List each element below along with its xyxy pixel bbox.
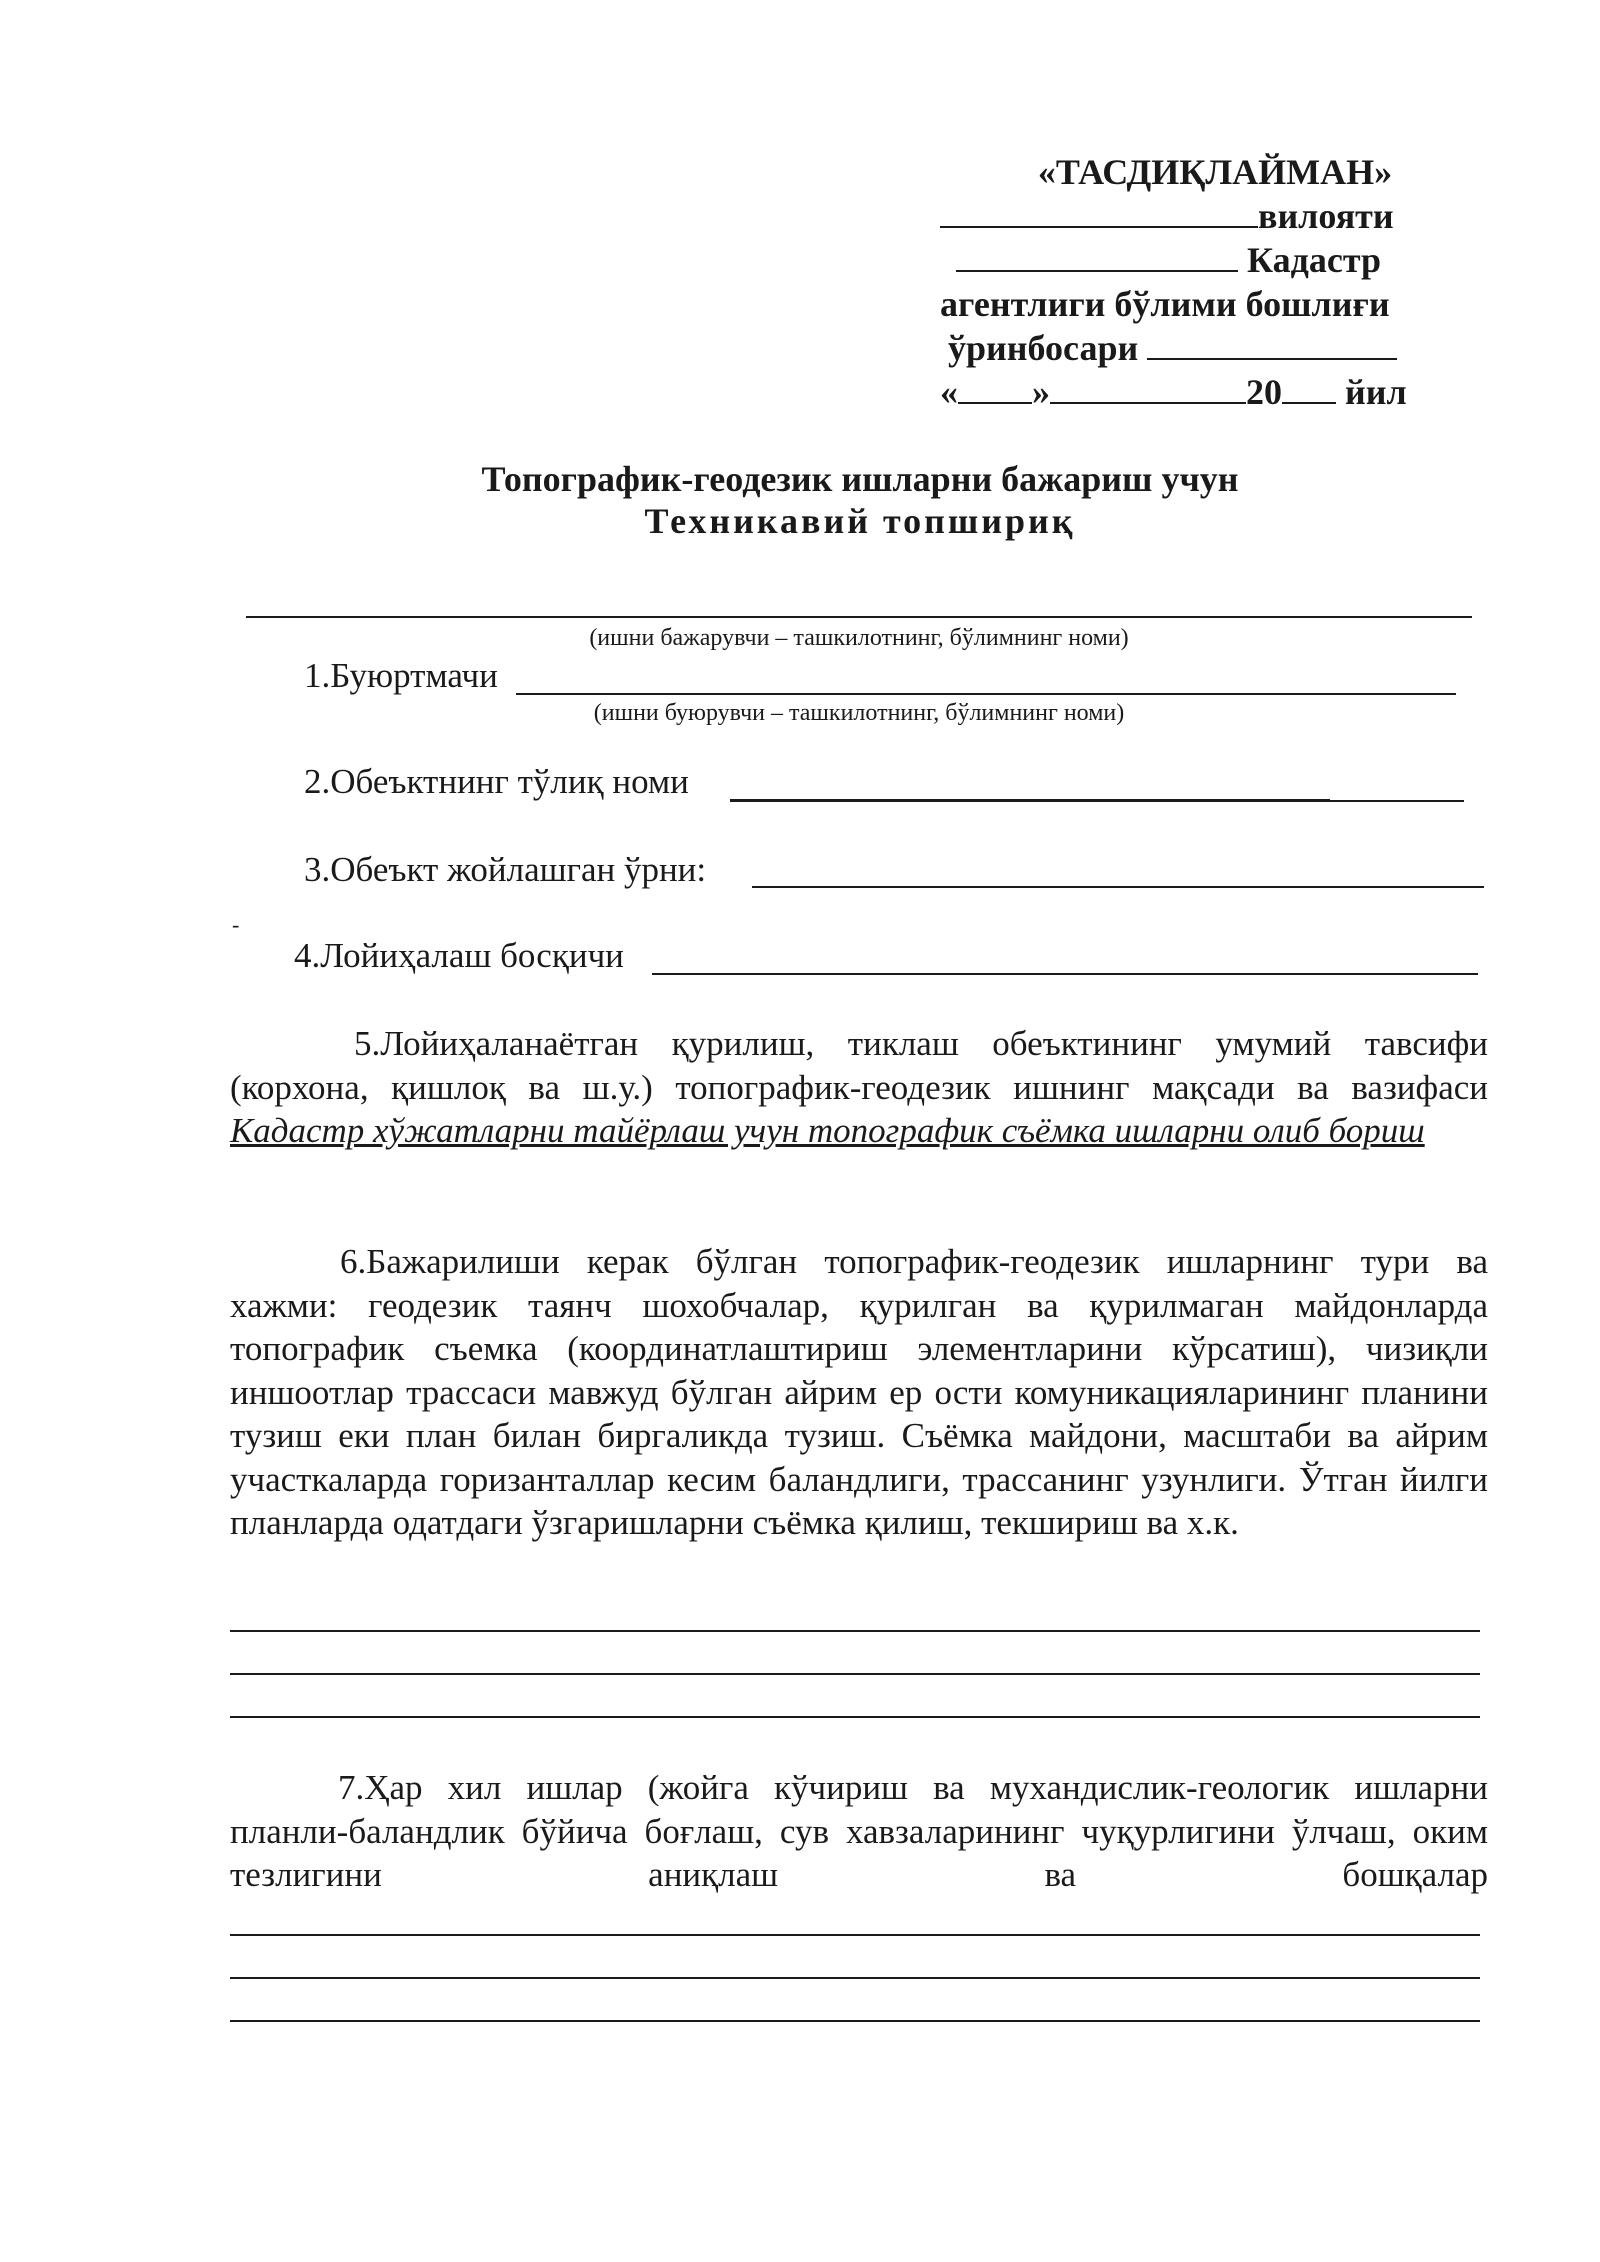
design-stage-label: 4.Лойиҳалаш босқичи — [294, 936, 624, 975]
customer-label: 1.Буюртмачи — [304, 656, 498, 695]
region-blank[interactable] — [940, 196, 1258, 228]
document-subtitle: Техникавий топшириқ — [644, 501, 1076, 541]
document-title: Топографик-геодезик ишларни бажариш учун — [481, 459, 1239, 499]
day-blank[interactable] — [958, 372, 1032, 404]
cadastre-blank[interactable] — [956, 240, 1238, 272]
approval-region: вилояти — [1258, 196, 1394, 236]
customer-caption: (ишни буюрувчи – ташкилотнинг, бўлимнинг номи) — [593, 700, 1125, 726]
section-7-blank-1[interactable] — [230, 1934, 1480, 1936]
section-7-blank-2[interactable] — [230, 1977, 1480, 1979]
section-6 — [230, 1240, 1488, 1545]
approval-region-line — [940, 194, 1460, 238]
object-name-blank[interactable] — [730, 799, 1330, 802]
customer-blank[interactable] — [516, 693, 1456, 695]
object-name-blank-tail — [1330, 800, 1464, 802]
section-5-purpose: Кадастр хўжатларни тайёрлаш учун топографик съёмка ишларни олиб бориш — [230, 1111, 1425, 1150]
object-location-label: 3.Обеъкт жойлашган ўрни: — [304, 850, 707, 889]
object-location-blank[interactable] — [752, 886, 1484, 888]
executor-blank[interactable] — [246, 616, 1472, 618]
approval-deputy: ўринбосари — [948, 328, 1139, 368]
section-6-blank-2[interactable] — [230, 1673, 1480, 1675]
section-6-blank-3[interactable] — [230, 1716, 1480, 1718]
year-blank[interactable] — [1282, 372, 1336, 404]
deputy-signature-blank[interactable] — [1147, 328, 1397, 360]
date-open-quote: « — [940, 372, 958, 412]
section-5-text: 5.Лойиҳаланаётган қурилиш, тиклаш обеъктининг умумий тавсифи (корхона, қишлоқ ва ш.у.) топографик-геодезик ишнинг мақсади ва вазифаси — [230, 1024, 1488, 1107]
section-7 — [230, 1766, 1488, 1897]
approval-date-line — [940, 370, 1460, 414]
section-6-blank-1[interactable] — [230, 1630, 1480, 1632]
year-suffix: йил — [1345, 372, 1407, 412]
approval-cadastre: Кадастр — [1247, 240, 1381, 280]
executor-caption: (ишни бажарувчи – ташкилотнинг, бўлимнинг номи) — [589, 625, 1129, 651]
approval-agency: агентлиги бўлими бошлиғи — [940, 284, 1390, 324]
design-stage-blank[interactable] — [652, 973, 1478, 975]
approval-heading: «ТАСДИҚЛАЙМАН» — [1037, 152, 1393, 192]
section-7-text: 7.Ҳар хил ишлар (жойга кўчириш ва мухандислик-геологик ишларни планли-баландлик бўйича боғлаш, сув хавзаларининг чуқурлигини ўлчаш, оким тезлигини аниқлаш ва бошқалар — [230, 1768, 1488, 1894]
section-7-blank-3[interactable] — [230, 2020, 1480, 2022]
date-close-quote: » — [1032, 372, 1050, 412]
month-blank[interactable] — [1050, 372, 1246, 404]
section-6-text: 6.Бажарилиши керак бўлган топографик-геодезик ишларнинг тури ва хажми: геодезик таянч шохобчалар, қурилган ва қурилмаган майдонларда топографик съемка (координатлаштириш элементларини кўрсатиш), чизиқли иншоотлар трассаси мавжуд бўлган айрим ер ости комуникацияларининг планини тузиш еки план билан биргаликда тузиш. Съёмка майдони, масштаби ва айрим участкаларда горизанталлар кесим баландлиги, трассанинг узунлиги. Ўтган йилги планларда одатдаги ўзгаришларни съёмка қилиш, текшириш ва х.к. — [230, 1242, 1488, 1542]
approval-block — [940, 150, 1460, 414]
section-5 — [230, 1022, 1488, 1153]
object-name-label: 2.Обеъктнинг тўлиқ номи — [304, 762, 689, 801]
margin-mark: - — [232, 912, 240, 937]
approval-deputy-line — [940, 326, 1460, 370]
approval-cadastre-line — [940, 238, 1460, 282]
year-prefix: 20 — [1246, 372, 1282, 412]
